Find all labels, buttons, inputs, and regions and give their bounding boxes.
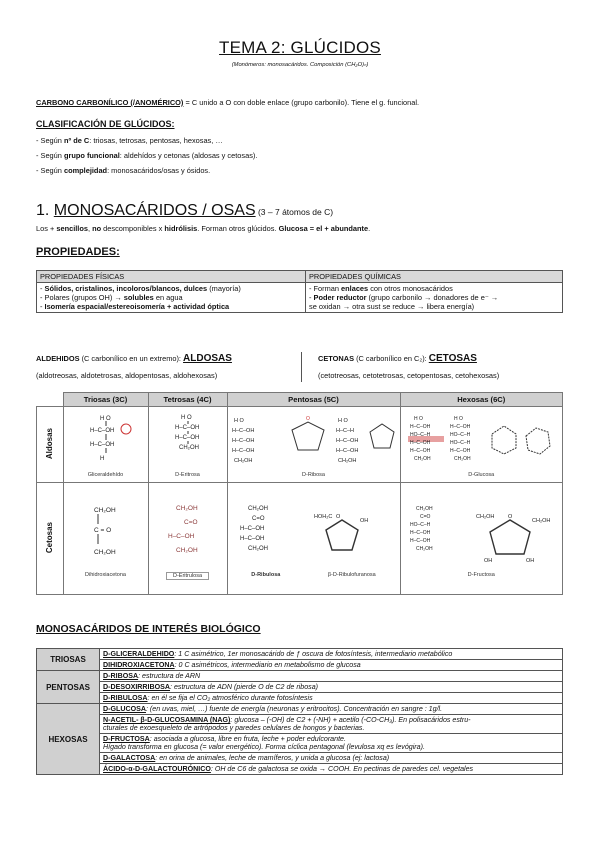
eritrosa-structure-icon bbox=[163, 412, 213, 470]
cet-hexosa bbox=[400, 483, 563, 595]
physical-header: PROPIEDADES FÍSICAS bbox=[37, 271, 306, 283]
svg-text:H O: H O bbox=[99, 415, 111, 422]
ald-hexosa bbox=[400, 407, 563, 483]
svg-text:CH₂OH: CH₂OH bbox=[416, 545, 433, 552]
svg-text:CH₂OH: CH₂OH bbox=[175, 504, 198, 512]
svg-text:HO–C–H: HO–C–H bbox=[410, 521, 431, 528]
classification-heading bbox=[36, 119, 175, 129]
caption: β-D-Ribulofuranosa bbox=[327, 571, 376, 578]
bio-table bbox=[36, 648, 563, 775]
category-pentosas: PENTOSAS bbox=[37, 671, 100, 704]
caption: D-Ribosa bbox=[302, 471, 325, 478]
cet-pentosa bbox=[227, 483, 400, 595]
svg-text:HO–C–H: HO–C–H bbox=[450, 431, 471, 438]
svg-text:H O: H O bbox=[180, 414, 192, 421]
ribulosa-structure-icon bbox=[230, 500, 398, 570]
svg-text:H–C–OH: H–C–OH bbox=[231, 427, 254, 434]
svg-text:O: O bbox=[335, 513, 340, 520]
ald-tetrosa bbox=[148, 407, 227, 483]
svg-text:H–C–OH: H–C–OH bbox=[410, 537, 431, 544]
svg-text:CH₂OH: CH₂OH bbox=[454, 455, 471, 462]
ribosa-structure-icon bbox=[230, 412, 398, 470]
caption: D-Eritrulosa bbox=[166, 572, 209, 580]
gliceraldehido-structure-icon bbox=[76, 412, 136, 470]
dihidroxiacetona-structure-icon bbox=[76, 500, 136, 570]
svg-text:HOH₂C: HOH₂C bbox=[313, 513, 332, 520]
svg-text:CH₂OH: CH₂OH bbox=[247, 545, 268, 552]
aldehydes-list: (aldotreosas, aldotetrosas, aldopentosas, aldohexosas) bbox=[36, 371, 218, 380]
bio-heading: MONOSACÁRIDOS DE INTERÉS BIOLÓGICO bbox=[36, 623, 261, 635]
caption: D-Glucosa bbox=[468, 471, 495, 478]
aldehydes-line: ALDEHIDOS (C carbonílico en un extremo): ALDOSAS bbox=[36, 353, 232, 364]
caption: Gliceraldehído bbox=[87, 471, 124, 478]
section1-intro: Los + sencillos, no descomponibles x hidrólisis. Forman otros glúcidos. Glucosa = el + abundante. bbox=[36, 224, 371, 233]
bio-row: D-FRUCTOSA: asociada a glucosa, libre en fruta, leche + poder edulcorante. Hígado transforma en glucosa (= valor energético). Forma cíclica pentagonal (levulosa xq es levógira). bbox=[100, 734, 563, 753]
ketones-list: (cetotreosas, cetotetrosas, cetopentosas, cetohexosas) bbox=[318, 371, 500, 380]
svg-text:HO–C–H: HO–C–H bbox=[410, 431, 431, 438]
caption: D-Eritrosa bbox=[175, 471, 200, 478]
caption: Dihidroxiacetona bbox=[85, 571, 126, 578]
svg-text:H–C–OH: H–C–OH bbox=[335, 437, 358, 444]
svg-text:C=O: C=O bbox=[420, 513, 431, 520]
ketones-line: CETONAS (C carbonílico en C₂): CETOSAS bbox=[318, 353, 477, 364]
cet-tetrosa bbox=[148, 483, 227, 595]
svg-text:H: H bbox=[99, 455, 104, 462]
bio-row: N-ACETIL- β-D-GLUCOSAMINA (NAG): glucosa – (-OH) de C2 + (-NH) + acetilo (-CO-CH₃). En polisacáridos estru- cturales de exoesqueleto de artrópodos y paredes celulares de hongos y bacterias. bbox=[100, 715, 563, 734]
svg-text:C=O: C=O bbox=[183, 518, 198, 526]
svg-text:CH₂OH: CH₂OH bbox=[532, 517, 551, 524]
svg-text:CH₂OH: CH₂OH bbox=[416, 505, 433, 512]
svg-text:C=O: C=O bbox=[251, 515, 265, 522]
row-label-aldosas: Aldosas bbox=[37, 407, 64, 483]
fructosa-structure-icon bbox=[406, 500, 556, 570]
svg-text:O: O bbox=[305, 415, 310, 422]
physical-cell: - Sólidos, cristalinos, incoloros/blancos, dulces (mayoría) - Polares (grupos OH) → solubles en agua - Isomería espacial/estereoisomería + actividad óptica bbox=[37, 283, 306, 313]
bio-row: DIHIDROXIACETONA: 0 C asimétricos, intermediario en metabolismo de glucosa bbox=[100, 660, 563, 671]
classification-item: - Según nº de C: triosas, tetrosas, pentosas, hexosas, … bbox=[36, 136, 223, 145]
svg-text:H O: H O bbox=[454, 415, 464, 422]
bio-row: D-GALACTOSA: en orina de animales, leche de mamíferos, y unida a glucosa (ej: lactosa) bbox=[100, 753, 563, 764]
svg-text:H–C–OH: H–C–OH bbox=[335, 447, 358, 454]
svg-text:H–C–H: H–C–H bbox=[335, 427, 354, 434]
svg-text:OH: OH bbox=[526, 557, 535, 564]
svg-text:CH₂OH: CH₂OH bbox=[337, 457, 356, 464]
category-triosas: TRIOSAS bbox=[37, 649, 100, 671]
ald-triosa bbox=[63, 407, 148, 483]
col-triosas: Triosas (3C) bbox=[63, 393, 148, 407]
carbonyl-def: = C unido a O con doble enlace (grupo carbonilo). Tiene el g. funcional. bbox=[183, 98, 420, 107]
svg-text:H–C–OH: H–C–OH bbox=[231, 437, 254, 444]
svg-text:H–C–OH: H–C–OH bbox=[239, 525, 264, 532]
svg-text:H–C–OH: H–C–OH bbox=[89, 441, 114, 448]
svg-text:HO–C–H: HO–C–H bbox=[450, 439, 471, 446]
svg-text:H–C–OH: H–C–OH bbox=[231, 447, 254, 454]
col-pentosas: Pentosas (5C) bbox=[227, 393, 400, 407]
divider bbox=[301, 352, 302, 382]
glucosa-structure-icon bbox=[406, 412, 556, 470]
bio-row: D-DESOXIRRIBOSA: estructura de ADN (pierde O de C2 de ribosa) bbox=[100, 682, 563, 693]
svg-text:H–C–OH: H–C–OH bbox=[167, 532, 194, 540]
cet-triosa bbox=[63, 483, 148, 595]
page-subtitle: (Monómeros: monosacáridos. Composición (CH₂O)ₙ) bbox=[231, 62, 369, 68]
classification-item: - Según grupo funcional: aldehídos y cetonas (aldosas y cetosas). bbox=[36, 151, 258, 160]
page-title: TEMA 2: GLÚCIDOS bbox=[219, 38, 381, 57]
svg-text:H–C–OH: H–C–OH bbox=[410, 423, 431, 430]
bio-row: D-RIBOSA: estructura de ARN bbox=[100, 671, 563, 682]
col-hexosas: Hexosas (6C) bbox=[400, 393, 563, 407]
classification-item: - Según complejidad: monosacáridos/osas y ósidos. bbox=[36, 166, 211, 175]
svg-text:CH₂OH: CH₂OH bbox=[476, 513, 495, 520]
row-label-cetosas: Cetosas bbox=[37, 483, 64, 595]
svg-text:H–C–OH: H–C–OH bbox=[410, 447, 431, 454]
section1-heading: 1. MONOSACÁRIDOS / OSAS (3 – 7 átomos de C) bbox=[36, 202, 334, 219]
bio-row: D-RIBULOSA: en él se fija el CO₂ atmosférico durante fotosíntesis bbox=[100, 693, 563, 704]
category-hexosas: HEXOSAS bbox=[37, 704, 100, 775]
svg-text:CH₂OH: CH₂OH bbox=[93, 548, 116, 556]
carbonyl-definition bbox=[36, 98, 419, 107]
structure-table bbox=[36, 392, 563, 595]
svg-text:H–C–OH: H–C–OH bbox=[450, 447, 471, 454]
svg-text:H–C–OH: H–C–OH bbox=[450, 423, 471, 430]
svg-text:CH₂OH: CH₂OH bbox=[414, 455, 431, 462]
svg-text:H O: H O bbox=[337, 417, 348, 424]
svg-text:CH₂OH: CH₂OH bbox=[175, 546, 198, 554]
classification-heading-text: CLASIFICACIÓN DE GLÚCIDOS: bbox=[36, 119, 175, 129]
svg-text:H–C–OH: H–C–OH bbox=[174, 434, 199, 441]
caption: D-Fructosa bbox=[467, 571, 495, 578]
svg-text:H–C–OH: H–C–OH bbox=[174, 424, 199, 431]
svg-text:H O: H O bbox=[414, 415, 424, 422]
caption: D-Ribulosa bbox=[251, 571, 281, 578]
bio-row: D-GLICERALDEHIDO: 1 C asimétrico, 1er monosacárido de ƒ oscura de fotosíntesis, intermediario metabólico bbox=[100, 649, 563, 660]
eritrulosa-structure-icon bbox=[158, 498, 218, 568]
svg-text:CH₂OH: CH₂OH bbox=[178, 444, 199, 451]
svg-text:CH₂OH: CH₂OH bbox=[247, 505, 268, 512]
svg-text:OH: OH bbox=[359, 517, 368, 524]
ald-pentosa bbox=[227, 407, 400, 483]
properties-table bbox=[36, 270, 563, 313]
svg-text:H O: H O bbox=[233, 417, 244, 424]
svg-text:H–C–OH: H–C–OH bbox=[239, 535, 264, 542]
svg-text:H–C–OH: H–C–OH bbox=[410, 529, 431, 536]
svg-text:CH₂OH: CH₂OH bbox=[93, 506, 116, 514]
svg-text:H–C–OH: H–C–OH bbox=[410, 439, 431, 446]
svg-text:CH₂OH: CH₂OH bbox=[233, 457, 252, 464]
chemical-cell: - Forman enlaces con otros monosacáridos - Poder reductor (grupo carbonilo → donadores de e⁻ → se oxidan → otra sust se reduce → libera energía) bbox=[306, 283, 563, 313]
svg-text:OH: OH bbox=[484, 557, 493, 564]
chemical-header: PROPIEDADES QUÍMICAS bbox=[306, 271, 563, 283]
svg-text:H–C–OH: H–C–OH bbox=[89, 427, 114, 434]
properties-heading: PROPIEDADES: bbox=[36, 246, 120, 258]
carbonyl-term: CARBONO CARBONÍLICO (/ANOMÉRICO) bbox=[36, 98, 184, 107]
svg-text:C = O: C = O bbox=[93, 526, 111, 534]
col-tetrosas: Tetrosas (4C) bbox=[148, 393, 227, 407]
bio-row: D-GLUCOSA: (en uvas, miel, …) fuente de energía (neuronas y eritrocitos). Concentración en sangre : 1g/l. bbox=[100, 704, 563, 715]
svg-text:O: O bbox=[508, 513, 513, 520]
bio-row: ÁCIDO-α-D-GALACTOURÓNICO: OH de C6 de galactosa se oxida → COOH. En pectinas de paredes cel. vegetales bbox=[100, 764, 563, 775]
